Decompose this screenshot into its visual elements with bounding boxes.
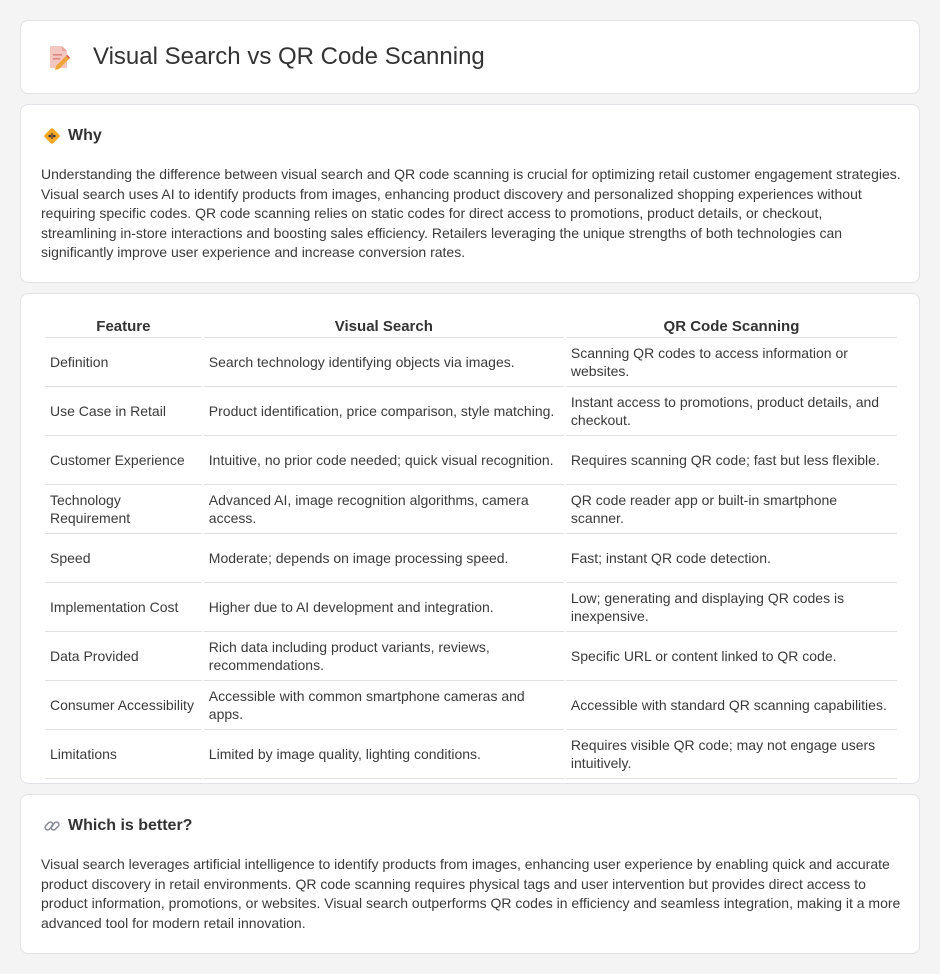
feature-cell: Data Provided (45, 632, 202, 681)
feature-cell: Customer Experience (45, 436, 202, 485)
feature-cell: Definition (45, 338, 202, 387)
qr-code-cell: Accessible with standard QR scanning capabilities. (566, 681, 897, 730)
warning-sign-icon (43, 127, 61, 145)
which-is-better-title: Which is better? (68, 817, 193, 834)
visual-search-cell: Accessible with common smartphone cameras and apps. (204, 681, 564, 730)
qr-code-cell: Low; generating and displaying QR codes is inexpensive. (566, 583, 897, 632)
link-icon (43, 817, 61, 835)
table-row (45, 632, 897, 681)
qr-code-cell: QR code reader app or built-in smartphone scanner. (566, 485, 897, 534)
feature-cell: Consumer Accessibility (45, 681, 202, 730)
feature-cell: Use Case in Retail (45, 387, 202, 436)
visual-search-cell: Higher due to AI development and integration. (204, 583, 564, 632)
header-card (20, 20, 920, 94)
feature-cell: Implementation Cost (45, 583, 202, 632)
qr-code-cell: Instant access to promotions, product details, and checkout. (566, 387, 897, 436)
document-edit-icon (47, 44, 71, 70)
visual-search-cell: Advanced AI, image recognition algorithms, camera access. (204, 485, 564, 534)
why-section (20, 104, 920, 283)
which-is-better-section (20, 794, 920, 954)
qr-code-cell: Requires visible QR code; may not engage users intuitively. (566, 730, 897, 779)
table-row (45, 436, 897, 485)
qr-code-cell: Scanning QR codes to access information or websites. (566, 338, 897, 387)
visual-search-cell: Rich data including product variants, reviews, recommendations. (204, 632, 564, 681)
feature-cell: Limitations (45, 730, 202, 779)
header-feature: Feature (45, 316, 202, 338)
which-is-better-text: Visual search leverages artificial intelligence to identify products from images, enhancing user experience by enabling quick and accurate product discovery in retail environments. QR code scanning requires physical tags and user intervention but provides direct access to product information, promotions, or websites. Visual search outperforms QR codes in efficiency and seamless integration, making it a more advanced tool for modern retail innovation. (41, 856, 901, 931)
comparison-section (20, 293, 920, 784)
feature-cell: Technology Requirement (45, 485, 202, 534)
page-title: Visual Search vs QR Code Scanning (93, 43, 485, 70)
table-header-row (45, 316, 897, 338)
qr-code-cell: Fast; instant QR code detection. (566, 534, 897, 583)
table-row (45, 338, 897, 387)
qr-code-cell: Requires scanning QR code; fast but less flexible. (566, 436, 897, 485)
table-row (45, 534, 897, 583)
table-row (45, 681, 897, 730)
visual-search-cell: Intuitive, no prior code needed; quick visual recognition. (204, 436, 564, 485)
table-row (45, 485, 897, 534)
qr-code-cell: Specific URL or content linked to QR code. (566, 632, 897, 681)
feature-cell: Speed (45, 534, 202, 583)
table-row (45, 387, 897, 436)
comparison-table (43, 316, 899, 779)
visual-search-cell: Product identification, price comparison, style matching. (204, 387, 564, 436)
table-row (45, 730, 897, 779)
header-qr-code-scanning: QR Code Scanning (566, 316, 897, 338)
visual-search-cell: Limited by image quality, lighting conditions. (204, 730, 564, 779)
table-row (45, 583, 897, 632)
why-title: Why (68, 127, 102, 144)
visual-search-cell: Moderate; depends on image processing speed. (204, 534, 564, 583)
why-text: Understanding the difference between visual search and QR code scanning is crucial for optimizing retail customer engagement strategies. Visual search uses AI to identify products from images, enhancing product discovery and personalized shopping experiences without requiring specific codes. QR code scanning relies on static codes for direct access to promotions, product details, or checkout, streamlining in-store interactions and boosting sales efficiency. Retailers leveraging the unique strengths of both technologies can significantly improve user experience and increase conversion rates. (41, 166, 901, 261)
header-visual-search: Visual Search (204, 316, 564, 338)
visual-search-cell: Search technology identifying objects via images. (204, 338, 564, 387)
